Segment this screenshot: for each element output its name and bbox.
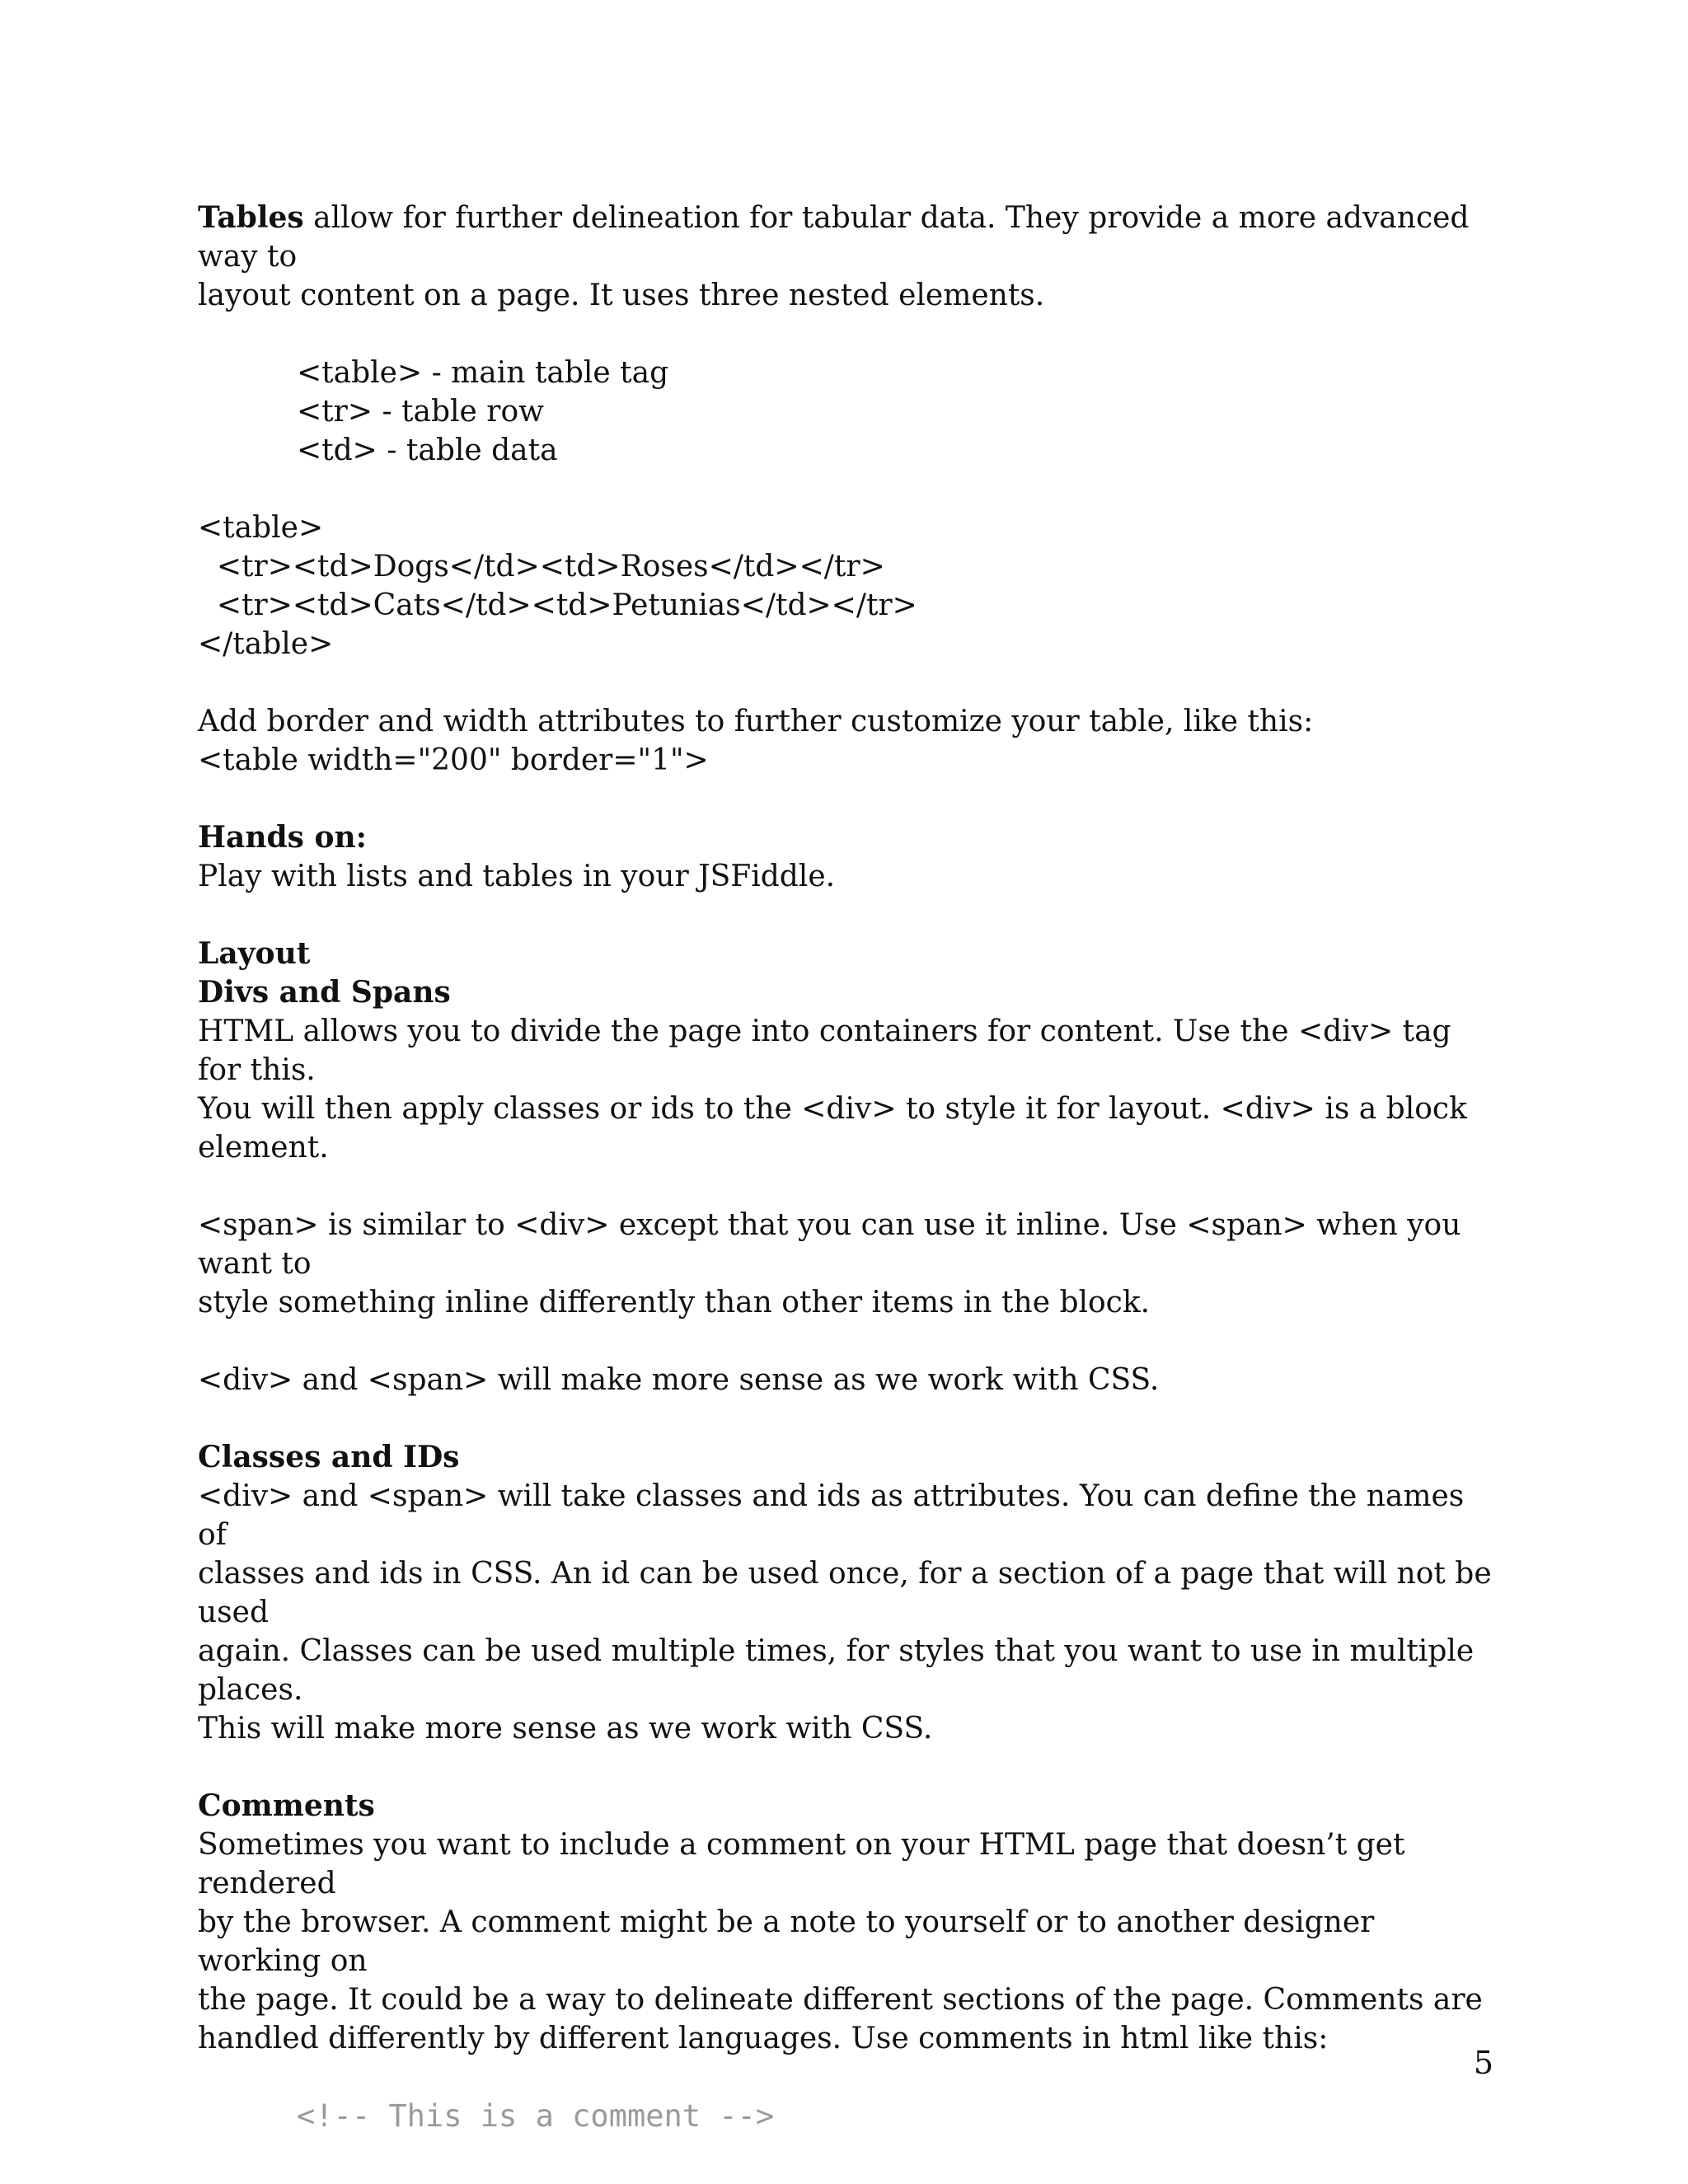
comment-code-example: <!-- This is a comment --> [297,2098,775,2134]
classes-ids-line: classes and ids in CSS. An id can be used once, for a section of a page that will not be used [198,1557,1492,1629]
spacer [198,663,1500,702]
border-paragraph-line-2: <table width="200" border="1"> [198,743,709,777]
spacer [198,1322,1500,1361]
span-paragraph-line-1: <span> is similar to <div> except that you can use it inline. Use <span> when you want to [198,1208,1461,1281]
document-page [198,199,1500,2135]
classes-ids-heading: Classes and IDs [198,1440,460,1474]
hands-on-text: Play with lists and tables in your JSFiddle. [198,860,836,893]
spacer [198,896,1500,935]
comments-heading: Comments [198,1788,375,1823]
comments-line: by the browser. A comment might be a note to yourself or to another designer working on [198,1905,1375,1978]
classes-ids-line: <div> and <span> will take classes and ids as attributes. You can define the names of [198,1479,1465,1552]
tables-intro-text: allow for further delineation for tabular data. They provide a more advanced way to [198,201,1470,274]
spacer [198,1748,1500,1787]
comments-line: the page. It could be a way to delineate different sections of the page. Comments are [198,1983,1483,2017]
spacer [198,780,1500,818]
spacer [198,315,1500,354]
tables-bold-term: Tables [198,200,304,235]
table-code-line: <tr><td>Cats</td><td>Petunias</td></tr> [198,588,917,622]
tag-list-item: <table> - main table tag [297,356,669,390]
classes-ids-line: again. Classes can be used multiple times, for styles that you want to use in multiple places. [198,1634,1475,1707]
span-paragraph-line-2: style something inline differently than other items in the block. [198,1286,1151,1319]
table-code-line: <tr><td>Dogs</td><td>Roses</td></tr> [198,550,885,583]
tag-list-item: <tr> - table row [297,395,544,429]
tables-intro-line-1 [198,199,1500,276]
css-note-paragraph: <div> and <span> will make more sense as we work with CSS. [198,1363,1160,1397]
divs-paragraph-line-2: You will then apply classes or ids to the <div> to style it for layout. <div> is a block element. [198,1092,1467,1165]
spacer [198,1167,1500,1206]
hands-on-heading: Hands on: [198,820,367,855]
table-code-line: <table> [198,511,324,545]
border-paragraph-line-1: Add border and width attributes to further customize your table, like this: [198,705,1314,738]
tables-intro-line-2: layout content on a page. It uses three nested elements. [198,279,1045,312]
page-number: 5 [1473,2045,1493,2081]
divs-paragraph-line-1: HTML allows you to divide the page into containers for content. Use the <div> tag for this. [198,1015,1451,1087]
spacer [198,1399,1500,1438]
layout-heading: Layout [198,936,311,971]
comments-line: handled differently by different languages. Use comments in html like this: [198,2022,1329,2055]
table-code-line: </table> [198,627,334,661]
classes-ids-line: This will make more sense as we work with CSS. [198,1712,933,1746]
tag-list-item: <td> - table data [297,434,558,467]
spacer [198,2058,1500,2097]
comments-line: Sometimes you want to include a comment on your HTML page that doesn’t get rendered [198,1828,1405,1900]
divs-spans-heading: Divs and Spans [198,975,451,1010]
spacer [198,470,1500,509]
